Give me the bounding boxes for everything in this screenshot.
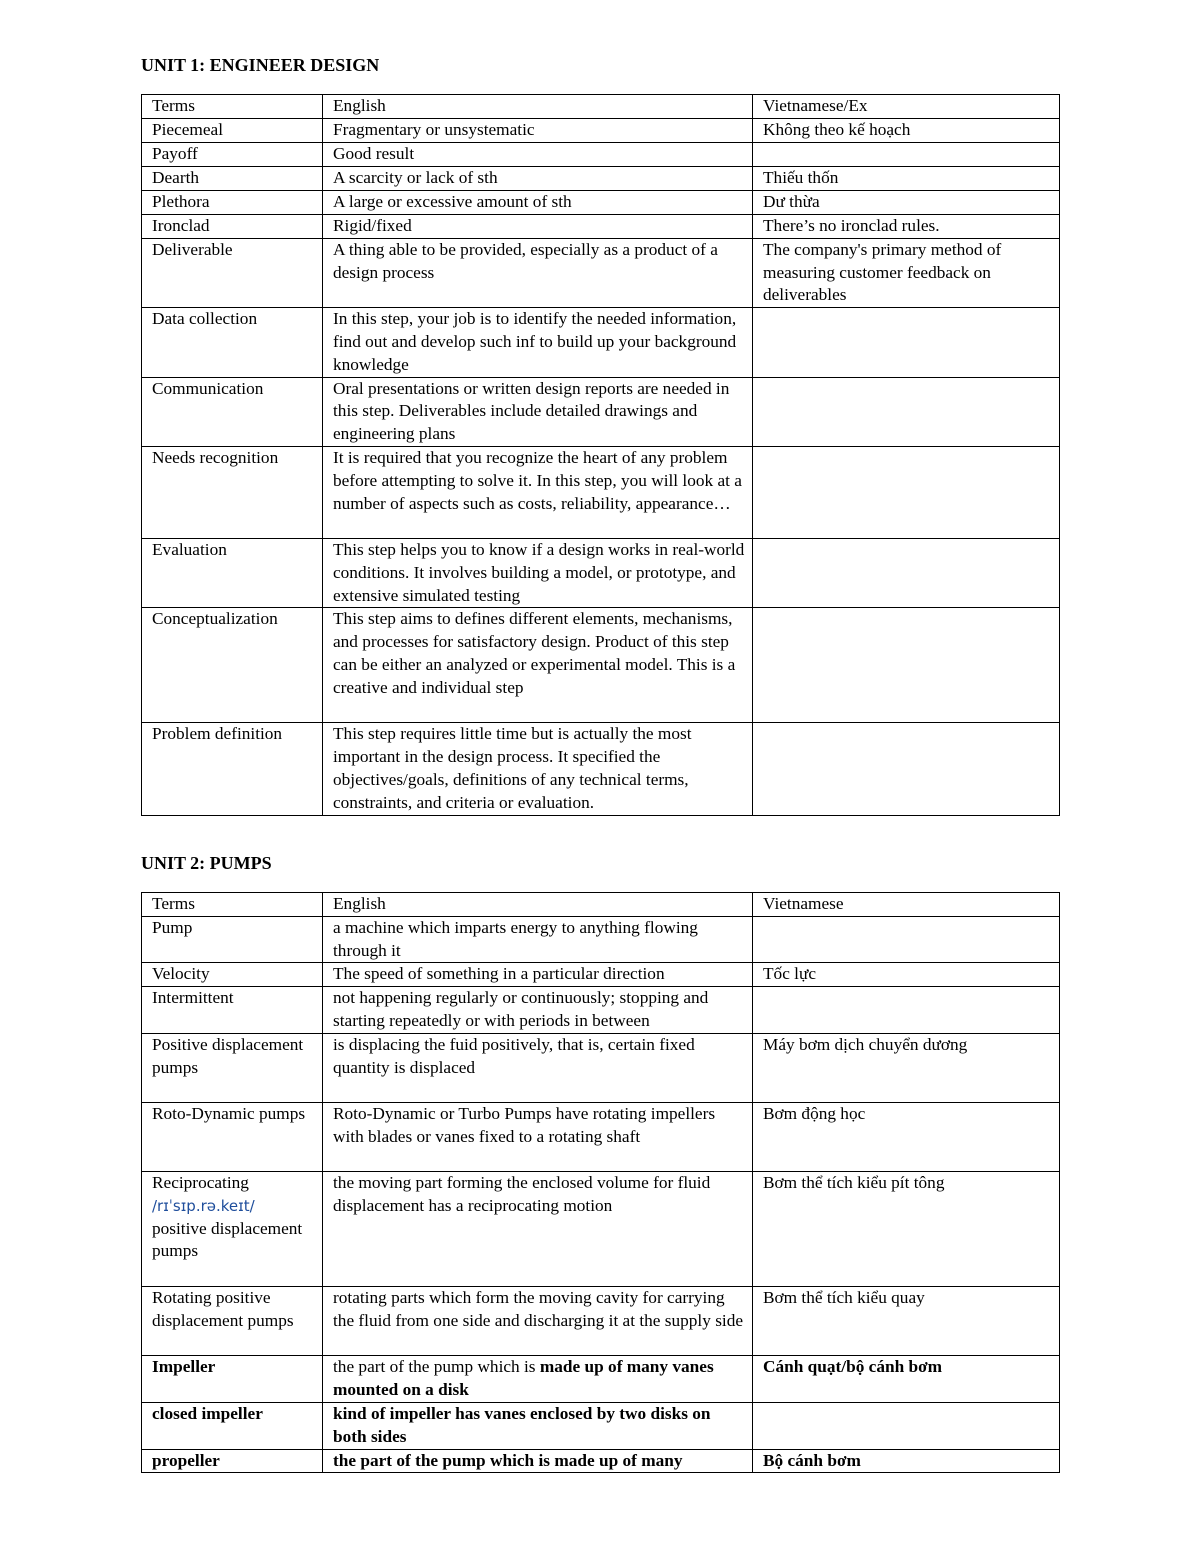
- table-row: [142, 1171, 1060, 1286]
- english-text-normal: the part of the pump which is: [333, 1356, 536, 1376]
- table-row: [142, 1102, 1060, 1171]
- table-header-row: [142, 95, 1060, 119]
- vietnamese-cell: Bơm thể tích kiểu quay: [753, 1286, 1060, 1355]
- vietnamese-cell: There’s no ironclad rules.: [753, 214, 1060, 238]
- ipa-pronunciation: /rɪˈsɪp.rə.keɪt/: [152, 1196, 255, 1215]
- table-row: [142, 608, 1060, 723]
- vietnamese-cell: Cánh quạt/bộ cánh bơm: [753, 1355, 1060, 1402]
- vietnamese-cell: [753, 377, 1060, 446]
- english-cell: This step aims to defines different elements, mechanisms, and processes for satisfactory design. Product of this step can be either an analyzed or experimental model. This is a creative and individual step: [323, 608, 753, 723]
- vietnamese-cell: Bộ cánh bơm: [753, 1449, 1060, 1473]
- english-cell: A large or excessive amount of sth: [323, 190, 753, 214]
- english-cell: A thing able to be provided, especially as a product of a design process: [323, 238, 753, 307]
- vietnamese-cell: [753, 538, 1060, 607]
- term-text-rest: positive displacement pumps: [152, 1218, 303, 1261]
- vietnamese-cell: Bơm động học: [753, 1102, 1060, 1171]
- english-text-bold: made up of many vanes mounted on a disk: [333, 1356, 714, 1399]
- english-cell: a machine which imparts energy to anything flowing through it: [323, 916, 753, 963]
- english-cell: not happening regularly or continuously; stopping and starting repeatedly or with periods in between: [323, 987, 753, 1034]
- table-row: [142, 723, 1060, 815]
- term-cell: propeller: [142, 1449, 323, 1473]
- table-row: [142, 1033, 1060, 1102]
- english-cell: In this step, your job is to identify the needed information, find out and develop such inf to build up your background knowledge: [323, 308, 753, 377]
- table-row: [142, 238, 1060, 307]
- term-cell: closed impeller: [142, 1402, 323, 1449]
- term-cell: Evaluation: [142, 538, 323, 607]
- english-cell: kind of impeller has vanes enclosed by two disks on both sides: [323, 1402, 753, 1449]
- term-cell: Impeller: [142, 1355, 323, 1402]
- table-row: [142, 963, 1060, 987]
- table-row: [142, 446, 1060, 538]
- english-cell: Fragmentary or unsystematic: [323, 118, 753, 142]
- vietnamese-cell: [753, 608, 1060, 723]
- table-row: [142, 308, 1060, 377]
- vietnamese-cell: [753, 987, 1060, 1034]
- english-cell: [323, 1355, 753, 1402]
- term-cell: Needs recognition: [142, 446, 323, 538]
- header-vietnamese: Vietnamese/Ex: [753, 95, 1060, 119]
- vietnamese-cell: Máy bơm dịch chuyển dương: [753, 1033, 1060, 1102]
- unit1-heading: UNIT 1: ENGINEER DESIGN: [141, 55, 380, 75]
- term-cell: [142, 1171, 323, 1286]
- header-vietnamese: Vietnamese: [753, 893, 1060, 917]
- table-row: [142, 142, 1060, 166]
- english-cell: the moving part forming the enclosed volume for fluid displacement has a reciprocating motion: [323, 1171, 753, 1286]
- term-cell: Rotating positive displacement pumps: [142, 1286, 323, 1355]
- english-cell: It is required that you recognize the heart of any problem before attempting to solve it. In this step, you will look at a number of aspects such as costs, reliability, appearance…: [323, 446, 753, 538]
- unit2-heading: UNIT 2: PUMPS: [141, 853, 272, 873]
- english-cell: rotating parts which form the moving cavity for carrying the fluid from one side and discharging it at the supply side: [323, 1286, 753, 1355]
- unit2-vocab-table: [141, 892, 1060, 1473]
- table-row: [142, 166, 1060, 190]
- table-row: [142, 1286, 1060, 1355]
- unit1-vocab-table: [141, 94, 1060, 816]
- term-cell: Communication: [142, 377, 323, 446]
- term-cell: Intermittent: [142, 987, 323, 1034]
- english-cell: This step helps you to know if a design works in real-world conditions. It involves building a model, or prototype, and extensive simulated testing: [323, 538, 753, 607]
- vietnamese-cell: Dư thừa: [753, 190, 1060, 214]
- table-row: [142, 987, 1060, 1034]
- term-cell: Pump: [142, 916, 323, 963]
- vietnamese-cell: [753, 446, 1060, 538]
- term-cell: Velocity: [142, 963, 323, 987]
- term-cell: Positive displacement pumps: [142, 1033, 323, 1102]
- header-english: English: [323, 893, 753, 917]
- vietnamese-cell: [753, 142, 1060, 166]
- header-english: English: [323, 95, 753, 119]
- table-row: [142, 1355, 1060, 1402]
- vietnamese-cell: [753, 723, 1060, 815]
- table-row: [142, 118, 1060, 142]
- term-cell: Roto-Dynamic pumps: [142, 1102, 323, 1171]
- vietnamese-cell: [753, 1402, 1060, 1449]
- english-cell: the part of the pump which is made up of many: [323, 1449, 753, 1473]
- english-cell: This step requires little time but is actually the most important in the design process. It specified the objectives/goals, definitions of any technical terms, constraints, and criteria or evaluation.: [323, 723, 753, 815]
- term-cell: Data collection: [142, 308, 323, 377]
- term-cell: Dearth: [142, 166, 323, 190]
- english-cell: A scarcity or lack of sth: [323, 166, 753, 190]
- table-row: [142, 538, 1060, 607]
- term-text: Reciprocating: [152, 1172, 249, 1192]
- english-cell: Oral presentations or written design reports are needed in this step. Deliverables include detailed drawings and engineering plans: [323, 377, 753, 446]
- term-cell: Piecemeal: [142, 118, 323, 142]
- term-cell: Conceptualization: [142, 608, 323, 723]
- vietnamese-cell: Tốc lực: [753, 963, 1060, 987]
- table-row: [142, 377, 1060, 446]
- vietnamese-cell: Không theo kế hoạch: [753, 118, 1060, 142]
- term-cell: Deliverable: [142, 238, 323, 307]
- table-row: [142, 916, 1060, 963]
- term-cell: Problem definition: [142, 723, 323, 815]
- english-cell: The speed of something in a particular direction: [323, 963, 753, 987]
- table-row: [142, 1449, 1060, 1473]
- header-terms: Terms: [142, 95, 323, 119]
- english-cell: is displacing the fuid positively, that is, certain fixed quantity is displaced: [323, 1033, 753, 1102]
- header-terms: Terms: [142, 893, 323, 917]
- vietnamese-cell: Thiếu thốn: [753, 166, 1060, 190]
- english-cell: Roto-Dynamic or Turbo Pumps have rotating impellers with blades or vanes fixed to a rotating shaft: [323, 1102, 753, 1171]
- term-cell: Ironclad: [142, 214, 323, 238]
- term-cell: Plethora: [142, 190, 323, 214]
- english-cell: Rigid/fixed: [323, 214, 753, 238]
- table-row: [142, 214, 1060, 238]
- vietnamese-cell: [753, 916, 1060, 963]
- term-cell: Payoff: [142, 142, 323, 166]
- english-cell: Good result: [323, 142, 753, 166]
- table-row: [142, 1402, 1060, 1449]
- vietnamese-cell: The company's primary method of measuring customer feedback on deliverables: [753, 238, 1060, 307]
- vietnamese-cell: [753, 308, 1060, 377]
- table-header-row: [142, 893, 1060, 917]
- vietnamese-cell: Bơm thể tích kiểu pít tông: [753, 1171, 1060, 1286]
- table-row: [142, 190, 1060, 214]
